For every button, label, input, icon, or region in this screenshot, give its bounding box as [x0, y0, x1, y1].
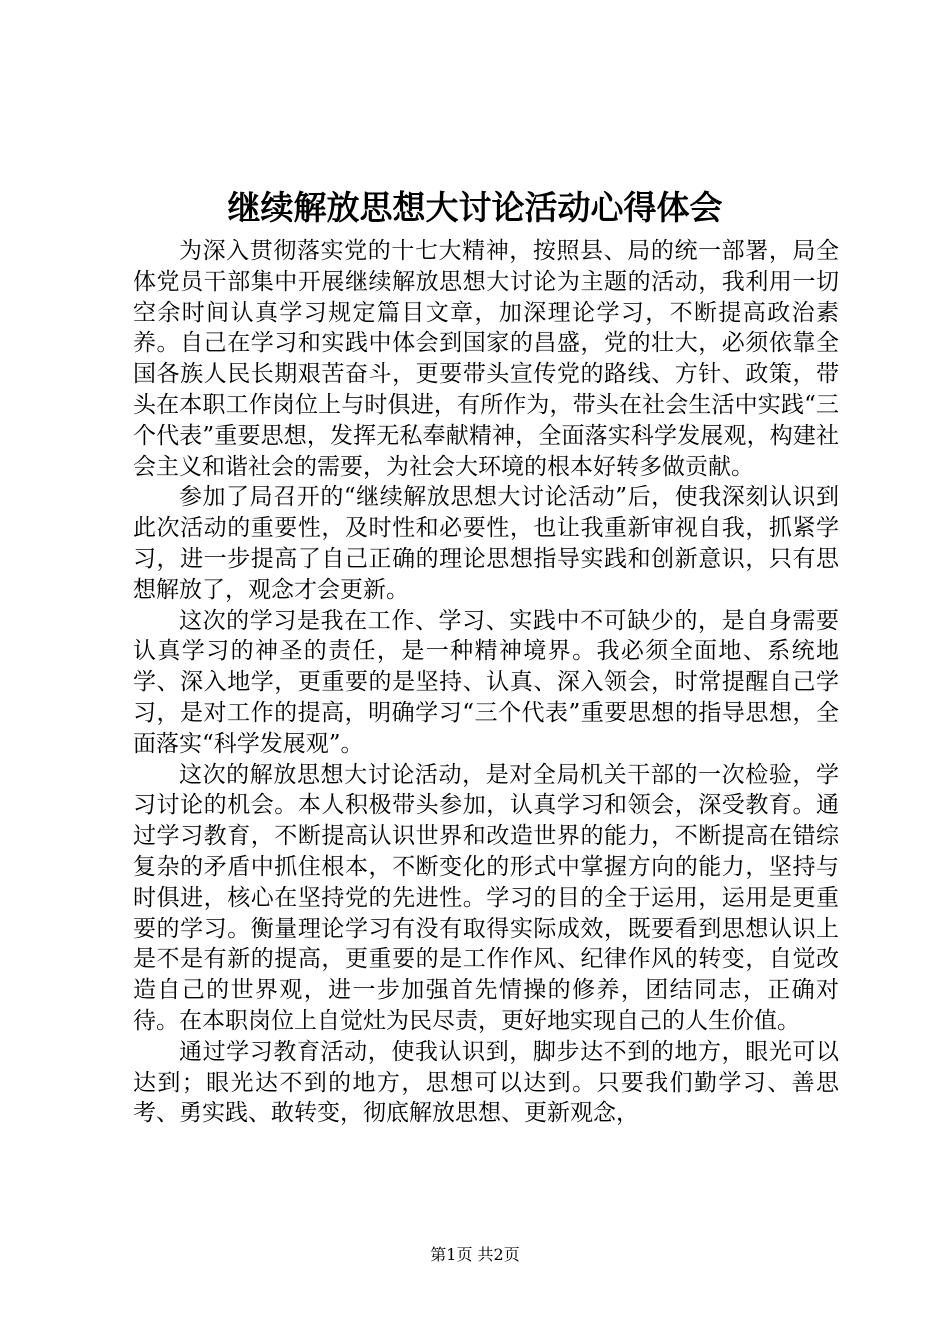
- paragraph: 通过学习教育活动，使我认识到，脚步达不到的地方，眼光可以达到；眼光达不到的地方，思想可以达到。只要我们勤学习、善思考、勇实践、敢转变，彻底解放思想、更新观念，: [133, 1038, 839, 1127]
- document-body: [133, 236, 839, 1129]
- document-title: 继续解放思想大讨论活动心得体会: [227, 188, 723, 227]
- page-footer: 第1页 共2页: [430, 1245, 520, 1264]
- paragraph: 这次的解放思想大讨论活动，是对全局机关干部的一次检验，学习讨论的机会。本人积极带头参加，认真学习和领会，深受教育。通过学习教育，不断提高认识世界和改造世界的能力，不断提高在错综复杂的矛盾中抓住根本，不断变化的形式中掌握方向的能力，坚持与时俱进，核心在坚持党的先进性。学习的目的全于运用，运用是更重要的学习。衡量理论学习有没有取得实际成效，既要看到思想认识上是不是有新的提高，更重要的是工作作风、纪律作风的转变，自觉改造自己的世界观，进一步加强首先情操的修养，团结同志，正确对待。在本职岗位上自觉灶为民尽责，更好地实现自己的人生价值。: [133, 761, 839, 1034]
- paragraph: 这次的学习是我在工作、学习、实践中不可缺少的，是自身需要认真学习的神圣的责任，是一种精神境界。我必须全面地、系统地学、深入地学，更重要的是坚持、认真、深入领会，时常提醒自己学习，是对工作的提高，明确学习“三个代表”重要思想的指导思想，全面落实“科学发展观”。: [133, 607, 839, 757]
- paragraph: 为深入贯彻落实党的十七大精神，按照县、局的统一部署，局全体党员干部集中开展继续解放思想大讨论为主题的活动，我利用一切空余时间认真学习规定篇目文章，加深理论学习，不断提高政治素养。自己在学习和实践中体会到国家的昌盛，党的壮大，必须依靠全国各族人民长期艰苦奋斗，更要带头宣传党的路线、方针、政策，带头在本职工作岗位上与时俱进，有所作为，带头在社会生活中实践“三个代表”重要思想，发挥无私奉献精神，全面落实科学发展观，构建社会主义和谐社会的需要，为社会大环境的根本好转多做贡献。: [133, 238, 839, 480]
- paragraph: 参加了局召开的“继续解放思想大讨论活动”后，使我深刻认识到此次活动的重要性，及时性和必要性，也让我重新审视自我，抓紧学习，进一步提高了自己正确的理论思想指导实践和创新意识，只有思想解放了，观念才会更新。: [133, 484, 839, 603]
